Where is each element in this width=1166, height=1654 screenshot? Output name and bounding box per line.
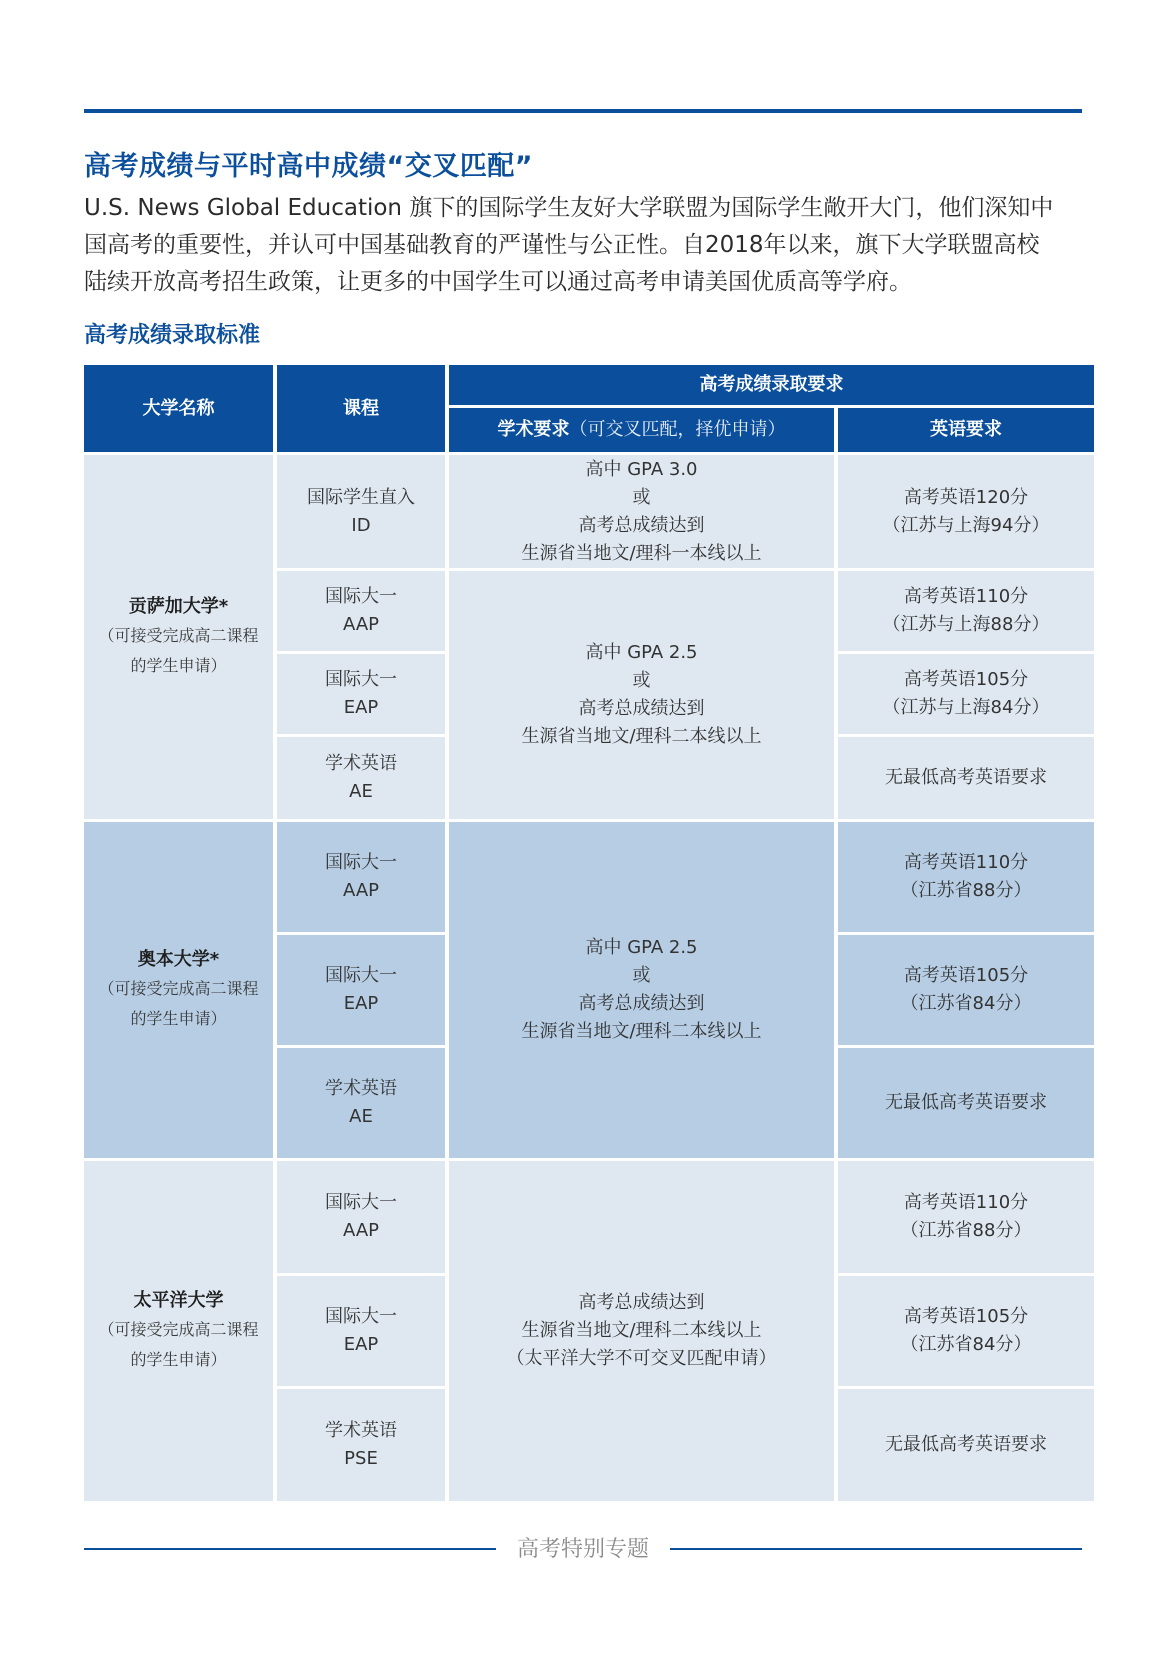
- academic-requirement: [449, 822, 834, 1158]
- course-name: 国际大一: [325, 669, 397, 690]
- page-title: 高考成绩与平时高中成绩“交叉匹配”: [84, 151, 533, 182]
- english-requirement: [838, 1161, 1094, 1273]
- header-course: 课程: [277, 365, 445, 452]
- requirement-line: 高考总成绩达到: [578, 514, 705, 536]
- english-score: 高考英语105分: [903, 965, 1029, 986]
- english-score: 高考英语110分: [903, 1192, 1029, 1213]
- english-score: 高考英语105分: [903, 669, 1029, 690]
- course-cell: [277, 571, 445, 651]
- english-requirement: [838, 737, 1094, 819]
- english-score: 无最低高考英语要求: [885, 767, 1047, 788]
- requirement-line: 高中 GPA 2.5: [585, 937, 698, 958]
- english-requirement: [838, 822, 1094, 932]
- course-cell: [277, 455, 445, 568]
- course-name: 国际大一: [325, 1192, 397, 1213]
- english-requirement: [838, 1048, 1094, 1158]
- requirement-line: 生源省当地文/理科一本线以上: [521, 542, 762, 564]
- academic-requirement: [449, 455, 834, 568]
- english-score: 高考英语120分: [903, 486, 1029, 508]
- english-note: （江苏省84分）: [900, 993, 1032, 1014]
- english-note: （江苏与上海84分）: [882, 697, 1050, 718]
- requirement-line: （太平洋大学不可交叉匹配申请）: [506, 1348, 777, 1369]
- english-note: （江苏省88分）: [900, 1220, 1032, 1241]
- english-score: 无最低高考英语要求: [885, 1092, 1047, 1113]
- admission-table: [84, 365, 1082, 1485]
- university-pacific: [84, 1161, 273, 1501]
- requirement-line: 生源省当地文/理科二本线以上: [521, 1021, 762, 1042]
- course-name: 国际大一: [325, 852, 397, 873]
- course-code: AE: [349, 781, 373, 802]
- requirement-line: 高中 GPA 3.0: [585, 458, 698, 480]
- english-requirement: [838, 1276, 1094, 1386]
- english-requirement: [838, 935, 1094, 1045]
- header-academic: [449, 408, 834, 452]
- university-note: 的学生申请）: [130, 1350, 227, 1369]
- course-code: EAP: [343, 697, 379, 718]
- requirement-line: 高中 GPA 2.5: [585, 642, 698, 663]
- intro-paragraph: [84, 190, 1084, 301]
- requirement-line: 生源省当地文/理科二本线以上: [521, 726, 762, 747]
- header-english: 英语要求: [838, 408, 1094, 452]
- english-score: 高考英语105分: [903, 1306, 1029, 1327]
- intro-line: 陆续开放高考招生政策，让更多的中国学生可以通过高考申请美国优质高等学府。: [84, 269, 912, 295]
- academic-requirement: [449, 571, 834, 819]
- course-code: PSE: [344, 1448, 378, 1469]
- requirement-line: 高考总成绩达到: [578, 1292, 705, 1313]
- university-note: （可接受完成高二课程: [98, 1320, 259, 1339]
- header-requirements-group: 高考成绩录取要求: [449, 365, 1094, 405]
- requirement-line: 或: [632, 965, 651, 986]
- course-cell: [277, 1048, 445, 1158]
- requirement-line: 或: [632, 486, 651, 508]
- header-academic-note: （可交叉匹配，择优申请）: [569, 419, 786, 440]
- university-name: 贡萨加大学*: [128, 596, 229, 617]
- intro-line: 国高考的重要性，并认可中国基础教育的严谨性与公正性。自2018年以来，旗下大学联盟高校: [84, 232, 1040, 258]
- english-score: 无最低高考英语要求: [885, 1434, 1047, 1455]
- intro-line: U.S. News Global Education 旗下的国际学生友好大学联盟为国际学生敞开大门，他们深知中: [84, 195, 1054, 221]
- course-code: EAP: [343, 1334, 379, 1355]
- course-name: 学术英语: [325, 1420, 397, 1441]
- header-university: 大学名称: [84, 365, 273, 452]
- top-rule: [84, 109, 1082, 113]
- course-code: AE: [349, 1106, 373, 1127]
- english-note: （江苏与上海88分）: [882, 614, 1050, 635]
- university-name: 太平洋大学: [133, 1290, 224, 1311]
- english-score: 高考英语110分: [903, 586, 1029, 607]
- course-cell: [277, 1276, 445, 1386]
- university-note: 的学生申请）: [130, 1009, 227, 1028]
- course-cell: [277, 1161, 445, 1273]
- course-cell: [277, 935, 445, 1045]
- university-name: 奥本大学*: [137, 949, 220, 970]
- course-name: 国际大一: [325, 965, 397, 986]
- english-note: （江苏与上海94分）: [882, 514, 1050, 536]
- header-academic-label: 学术要求: [497, 419, 570, 440]
- course-name: 国际大一: [325, 586, 397, 607]
- university-note: （可接受完成高二课程: [98, 626, 259, 645]
- english-requirement: [838, 455, 1094, 568]
- english-requirement: [838, 571, 1094, 651]
- english-note: （江苏省84分）: [900, 1334, 1032, 1355]
- course-code: ID: [351, 514, 371, 536]
- university-note: （可接受完成高二课程: [98, 979, 259, 998]
- course-code: AAP: [343, 614, 379, 635]
- course-name: 学术英语: [325, 1078, 397, 1099]
- course-name: 学术英语: [325, 753, 397, 774]
- course-cell: [277, 737, 445, 819]
- course-code: AAP: [343, 1220, 379, 1241]
- course-cell: [277, 654, 445, 734]
- university-gonzaga: [84, 455, 273, 819]
- course-code: AAP: [343, 880, 379, 901]
- english-requirement: [838, 1389, 1094, 1501]
- requirement-line: 高考总成绩达到: [578, 698, 705, 719]
- english-requirement: [838, 654, 1094, 734]
- section-heading: 高考成绩录取标准: [84, 323, 261, 348]
- footer-label: 高考特别专题: [516, 1537, 649, 1562]
- course-code: EAP: [343, 993, 379, 1014]
- academic-requirement: [449, 1161, 834, 1501]
- university-auburn: [84, 822, 273, 1158]
- course-name: 国际大一: [325, 1306, 397, 1327]
- requirement-line: 或: [632, 670, 651, 691]
- english-score: 高考英语110分: [903, 852, 1029, 873]
- university-note: 的学生申请）: [130, 656, 227, 675]
- requirement-line: 高考总成绩达到: [578, 993, 705, 1014]
- course-cell: [277, 822, 445, 932]
- english-note: （江苏省88分）: [900, 880, 1032, 901]
- course-cell: [277, 1389, 445, 1501]
- course-name: 国际学生直入: [307, 486, 415, 508]
- requirement-line: 生源省当地文/理科二本线以上: [521, 1320, 762, 1341]
